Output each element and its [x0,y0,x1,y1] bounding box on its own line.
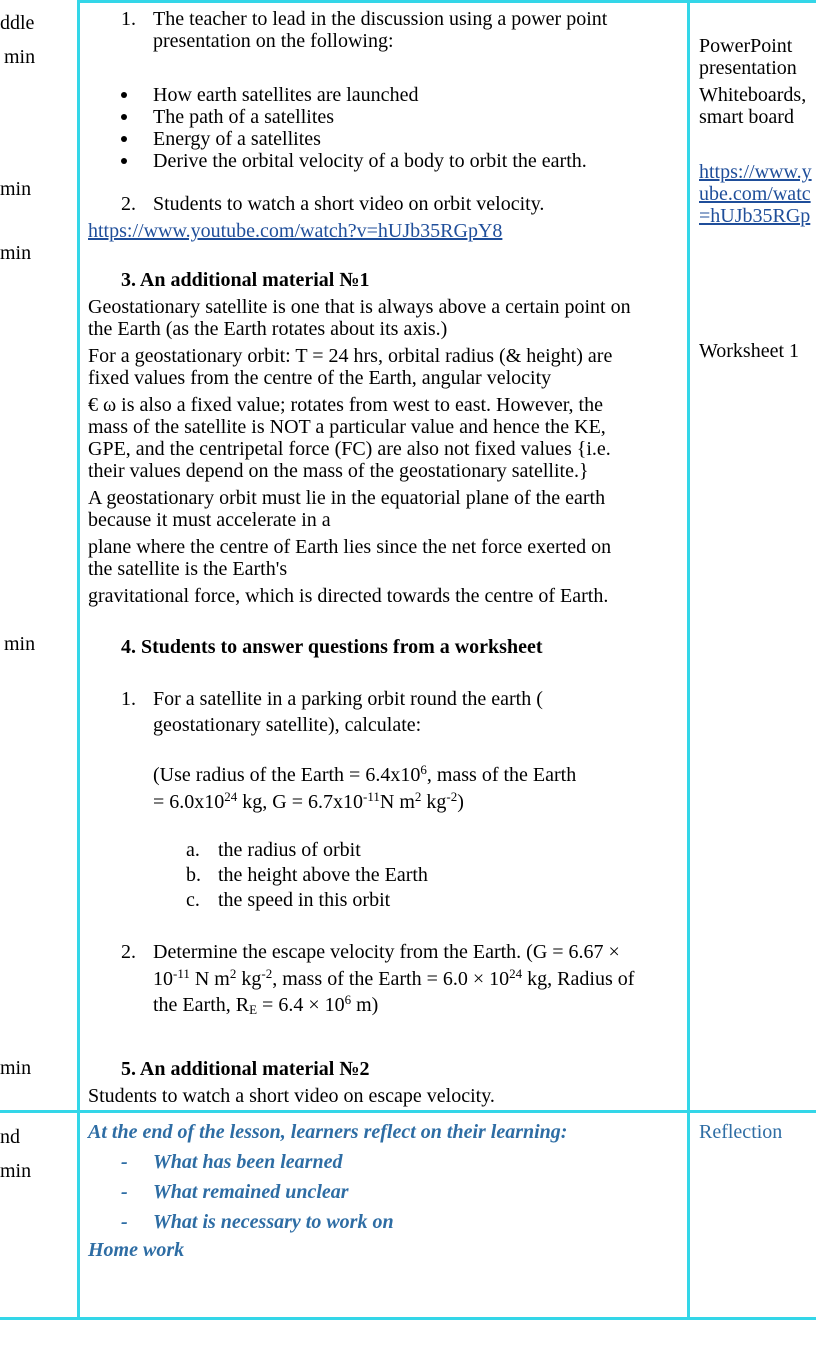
section-heading: 5. An additional material №2 [121,1058,370,1080]
bullet-item: How earth satellites are launched [153,84,419,106]
q-text: m) [351,994,379,1016]
sub-item-letter: a. [186,839,200,861]
resource-text: presentation [699,57,797,79]
section-heading: 4. Students to answer questions from a worksheet [121,636,543,658]
bullet-item: Energy of a satellites [153,128,321,150]
q-text: the Earth, R [153,994,250,1016]
item2-text: Students to watch a short video on orbit velocity. [153,193,545,215]
exponent: 2 [414,789,422,804]
paragraph-line: the satellite is the Earth's [88,558,288,580]
bullet-dot [121,114,127,120]
item-number: 1. [121,8,136,30]
exponent: 24 [509,966,523,981]
resource-text: Reflection [699,1121,783,1143]
reflection-item: What has been learned [153,1151,343,1173]
item-number: 1. [121,688,136,710]
paragraph-line: Geostationary satellite is one that is always above a certain point on [88,296,631,318]
paragraph-line: € ω is also a fixed value; rotates from west to east. However, the [88,394,603,416]
exponent: -11 [173,966,190,981]
video-link[interactable]: https://www.youtube.com/watch?v=hUJb35RGpY8 [88,220,503,242]
list-dash: - [121,1151,128,1173]
table-border-bottom [0,1317,816,1320]
paragraph-line: For a geostationary orbit: T = 24 hrs, orbital radius (& height) are [88,345,613,367]
paragraph-line: mass of the satellite is NOT a particular value and hence the KE, [88,416,606,438]
reflection-item: What is necessary to work on [153,1211,394,1233]
sub-item-text: the radius of orbit [218,839,361,861]
paragraph-line: plane where the centre of Earth lies since the net force exerted on [88,536,612,558]
sub-item-letter: b. [186,864,201,886]
list-dash: - [121,1211,128,1233]
subscript: E [249,1002,258,1017]
bullet-dot [121,158,127,164]
table-border-top [77,0,816,3]
paragraph-line: because it must accelerate in a [88,509,331,531]
item-number: 2. [121,193,136,215]
given-text: ) [457,791,464,813]
q-text: 10 [153,968,173,990]
q-text: kg, Radius of [522,968,635,990]
exponent: 6 [420,762,427,777]
section-text: Students to watch a short video on escape velocity. [88,1085,495,1107]
q-text: kg [236,968,262,990]
sub-item-text: the speed in this orbit [218,889,391,911]
bullet-dot [121,92,127,98]
q-text: = 6.4 × 10 [257,994,345,1016]
paragraph-line: A geostationary orbit must lie in the equatorial plane of the earth [88,487,606,509]
paragraph-line: their values depend on the mass of the geostationary satellite.} [88,460,589,482]
given-text: kg [421,791,447,813]
time-label: min [0,242,32,264]
section-heading: 3. An additional material №1 [121,269,370,291]
exponent: -11 [363,789,380,804]
reflection-heading: At the end of the lesson, learners reflect on their learning: [88,1121,568,1143]
q-text: , mass of the Earth = 6.0 × 10 [272,968,510,990]
paragraph-line: the Earth (as the Earth rotates about its axis.) [88,318,448,340]
homework-label: Home work [88,1239,185,1261]
resource-link[interactable]: ube.com/watc [699,183,811,205]
time-label: min [0,178,32,200]
given-values-line [153,791,464,813]
table-border-left [77,0,80,1320]
item-number: 2. [121,941,136,963]
time-label: min [4,633,36,655]
exponent: -2 [446,789,458,804]
question-line: geostationary satellite), calculate: [153,714,422,736]
paragraph-line: fixed values from the centre of the Earth, angular velocity [88,367,552,389]
resource-text: Whiteboards, [699,84,807,106]
time-label: nd [0,1126,20,1148]
question-line [153,994,378,1016]
paragraph-line: GPE, and the centripetal force (FC) are also not fixed values {i.e. [88,438,611,460]
q-text: N m [189,968,230,990]
paragraph-line: gravitational force, which is directed towards the centre of Earth. [88,585,609,607]
bullet-dot [121,136,127,142]
time-label: min [4,46,36,68]
bullet-item: The path of a satellites [153,106,335,128]
time-label: min [0,1160,32,1182]
sub-item-letter: c. [186,889,200,911]
question-line: Determine the escape velocity from the Earth. (G = 6.67 × [153,941,620,963]
question-line [153,968,634,990]
exponent: -2 [261,966,273,981]
given-text: = 6.0x10 [153,791,225,813]
item1-line: presentation on the following: [153,30,394,52]
sub-item-text: the height above the Earth [218,864,428,886]
resource-link[interactable]: =hUJb35RGp [699,205,811,227]
exponent: 24 [224,789,238,804]
bullet-item: Derive the orbital velocity of a body to orbit the earth. [153,150,587,172]
given-text: (Use radius of the Earth = 6.4x10 [153,764,421,786]
time-label: min [0,1057,32,1079]
exponent: 6 [344,992,352,1007]
given-text: N m [379,791,415,813]
table-row-divider [0,1110,816,1113]
resource-text: PowerPoint [699,35,793,57]
table-border-middle [687,0,690,1320]
given-values-line [153,764,576,786]
question-line: For a satellite in a parking orbit round the earth ( [153,688,543,710]
exponent: 2 [229,966,237,981]
given-text: kg, G = 6.7x10 [237,791,364,813]
resource-text: Worksheet 1 [699,340,800,362]
item1-line: The teacher to lead in the discussion using a power point [153,8,608,30]
given-text: , mass of the Earth [426,764,577,786]
list-dash: - [121,1181,128,1203]
reflection-item: What remained unclear [153,1181,349,1203]
time-label: ddle [0,12,35,34]
resource-text: smart board [699,106,794,128]
resource-link[interactable]: https://www.y [699,161,812,183]
